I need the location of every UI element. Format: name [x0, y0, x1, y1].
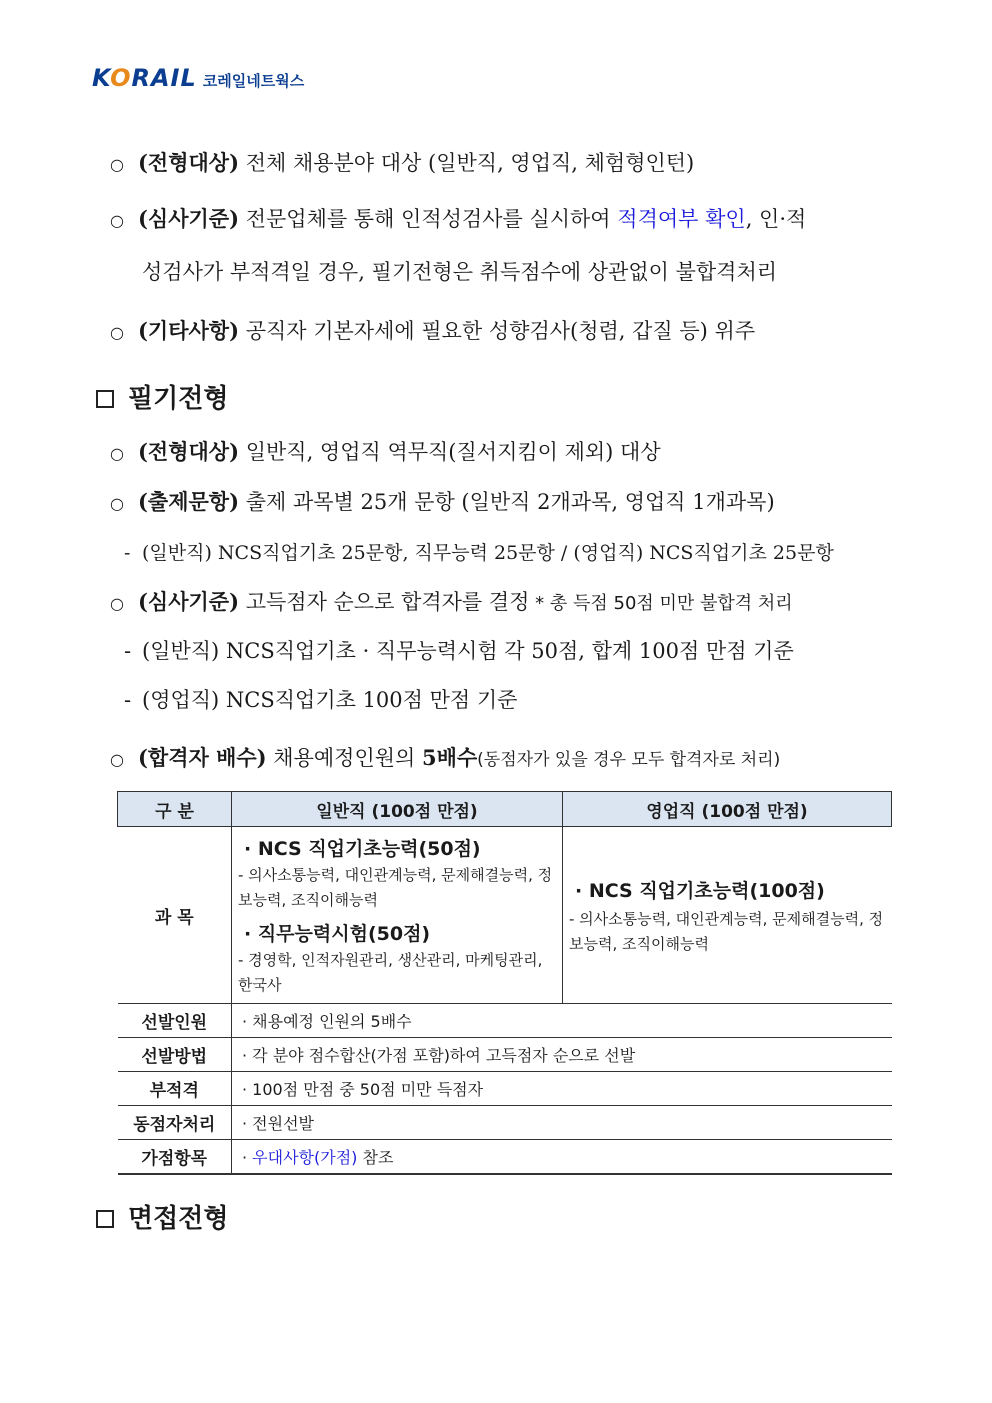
header-sales: 영업직 (100점 만점)	[563, 792, 892, 827]
bonus-label: 가점항목	[118, 1140, 232, 1175]
personality-criteria-cont: 성검사가 부적격일 경우, 필기전형은 취득점수에 상관없이 불합격처리	[142, 260, 778, 284]
row-label: 부적격	[118, 1072, 232, 1106]
row-label: 선발방법	[118, 1038, 232, 1072]
sales-ncs-title: · NCS 직업기초능력(100점)	[575, 879, 825, 902]
written-exam-table	[117, 791, 892, 1175]
header-category: 구 분	[118, 792, 232, 827]
row-label: 동점자처리	[118, 1106, 232, 1140]
checkbox-square-icon	[96, 390, 114, 408]
section-interview: 면접전형	[96, 1202, 228, 1236]
written-questions: ○ (출제문항) 출제 과목별 25개 문항 (일반직 2개과목, 영업직 1개과목)	[110, 489, 775, 514]
general-job-desc: - 경영학, 인적자원관리, 생산관리, 마케팅관리, 한국사	[238, 951, 543, 994]
row-value: · 전원선발	[232, 1106, 892, 1140]
written-criteria: ○ (심사기준) 고득점자 순으로 합격자를 결정 * 총 득점 50점 미만 불합격 처리	[110, 589, 793, 614]
table-row	[118, 1038, 892, 1072]
general-subjects	[232, 827, 563, 1004]
personality-criteria: ○ (심사기준) 전문업체를 통해 인적성검사를 실시하여 적격여부 확인, 인·적	[110, 206, 807, 231]
bonus-value: · 우대사항(가점) 참조	[232, 1140, 892, 1175]
korail-logo	[92, 66, 304, 90]
general-ncs-title: · NCS 직업기초능력(50점)	[244, 838, 481, 860]
personality-target: ○ (전형대상) 전체 채용분야 대상 (일반직, 영업직, 체험형인턴)	[110, 150, 695, 175]
general-job-title: · 직무능력시험(50점)	[244, 923, 431, 945]
row-value: · 채용예정 인원의 5배수	[232, 1004, 892, 1038]
logo-company-name: 코레일네트웍스	[202, 72, 305, 90]
written-questions-detail: - (일반직) NCS직업기초 25문항, 직무능력 25문항 / (영업직) NCS직업기초 25문항	[124, 542, 834, 564]
table-row	[118, 1072, 892, 1106]
row-value: · 각 분야 점수합산(가점 포함)하여 고득점자 순으로 선발	[232, 1038, 892, 1072]
table-row-bonus	[118, 1140, 892, 1175]
checkbox-square-icon	[96, 1210, 114, 1228]
bonus-reference-link[interactable]: 우대사항(가점)	[252, 1148, 358, 1167]
written-target: ○ (전형대상) 일반직, 영업직 역무직(질서지킴이 제외) 대상	[110, 439, 661, 464]
table-row	[118, 1106, 892, 1140]
subject-label: 과 목	[118, 827, 232, 1004]
general-ncs-desc: - 의사소통능력, 대인관계능력, 문제해결능력, 정보능력, 조직이해능력	[238, 866, 553, 909]
written-criteria-general: - (일반직) NCS직업기초 · 직무능력시험 각 50점, 합계 100점 만점 기준	[124, 639, 794, 663]
written-criteria-sales: - (영업직) NCS직업기초 100점 만점 기준	[124, 688, 518, 712]
table-header-row	[118, 792, 892, 827]
eligibility-highlight: 적격여부 확인	[617, 207, 746, 231]
row-value: · 100점 만점 중 50점 미만 득점자	[232, 1072, 892, 1106]
written-multiple: ○ (합격자 배수) 채용예정인원의 5배수(동점자가 있을 경우 모두 합격자로 처리)	[110, 745, 781, 770]
sales-subjects	[563, 827, 892, 1004]
table-row-subject	[118, 827, 892, 1004]
sales-ncs-desc: - 의사소통능력, 대인관계능력, 문제해결능력, 정보능력, 조직이해능력	[569, 909, 884, 953]
logo-mark: KORAIL	[92, 64, 197, 92]
section-written: 필기전형	[96, 382, 228, 416]
personality-etc: ○ (기타사항) 공직자 기본자세에 필요한 성향검사(청렴, 갑질 등) 위주	[110, 318, 756, 343]
row-label: 선발인원	[118, 1004, 232, 1038]
table-row	[118, 1004, 892, 1038]
header-general: 일반직 (100점 만점)	[232, 792, 563, 827]
